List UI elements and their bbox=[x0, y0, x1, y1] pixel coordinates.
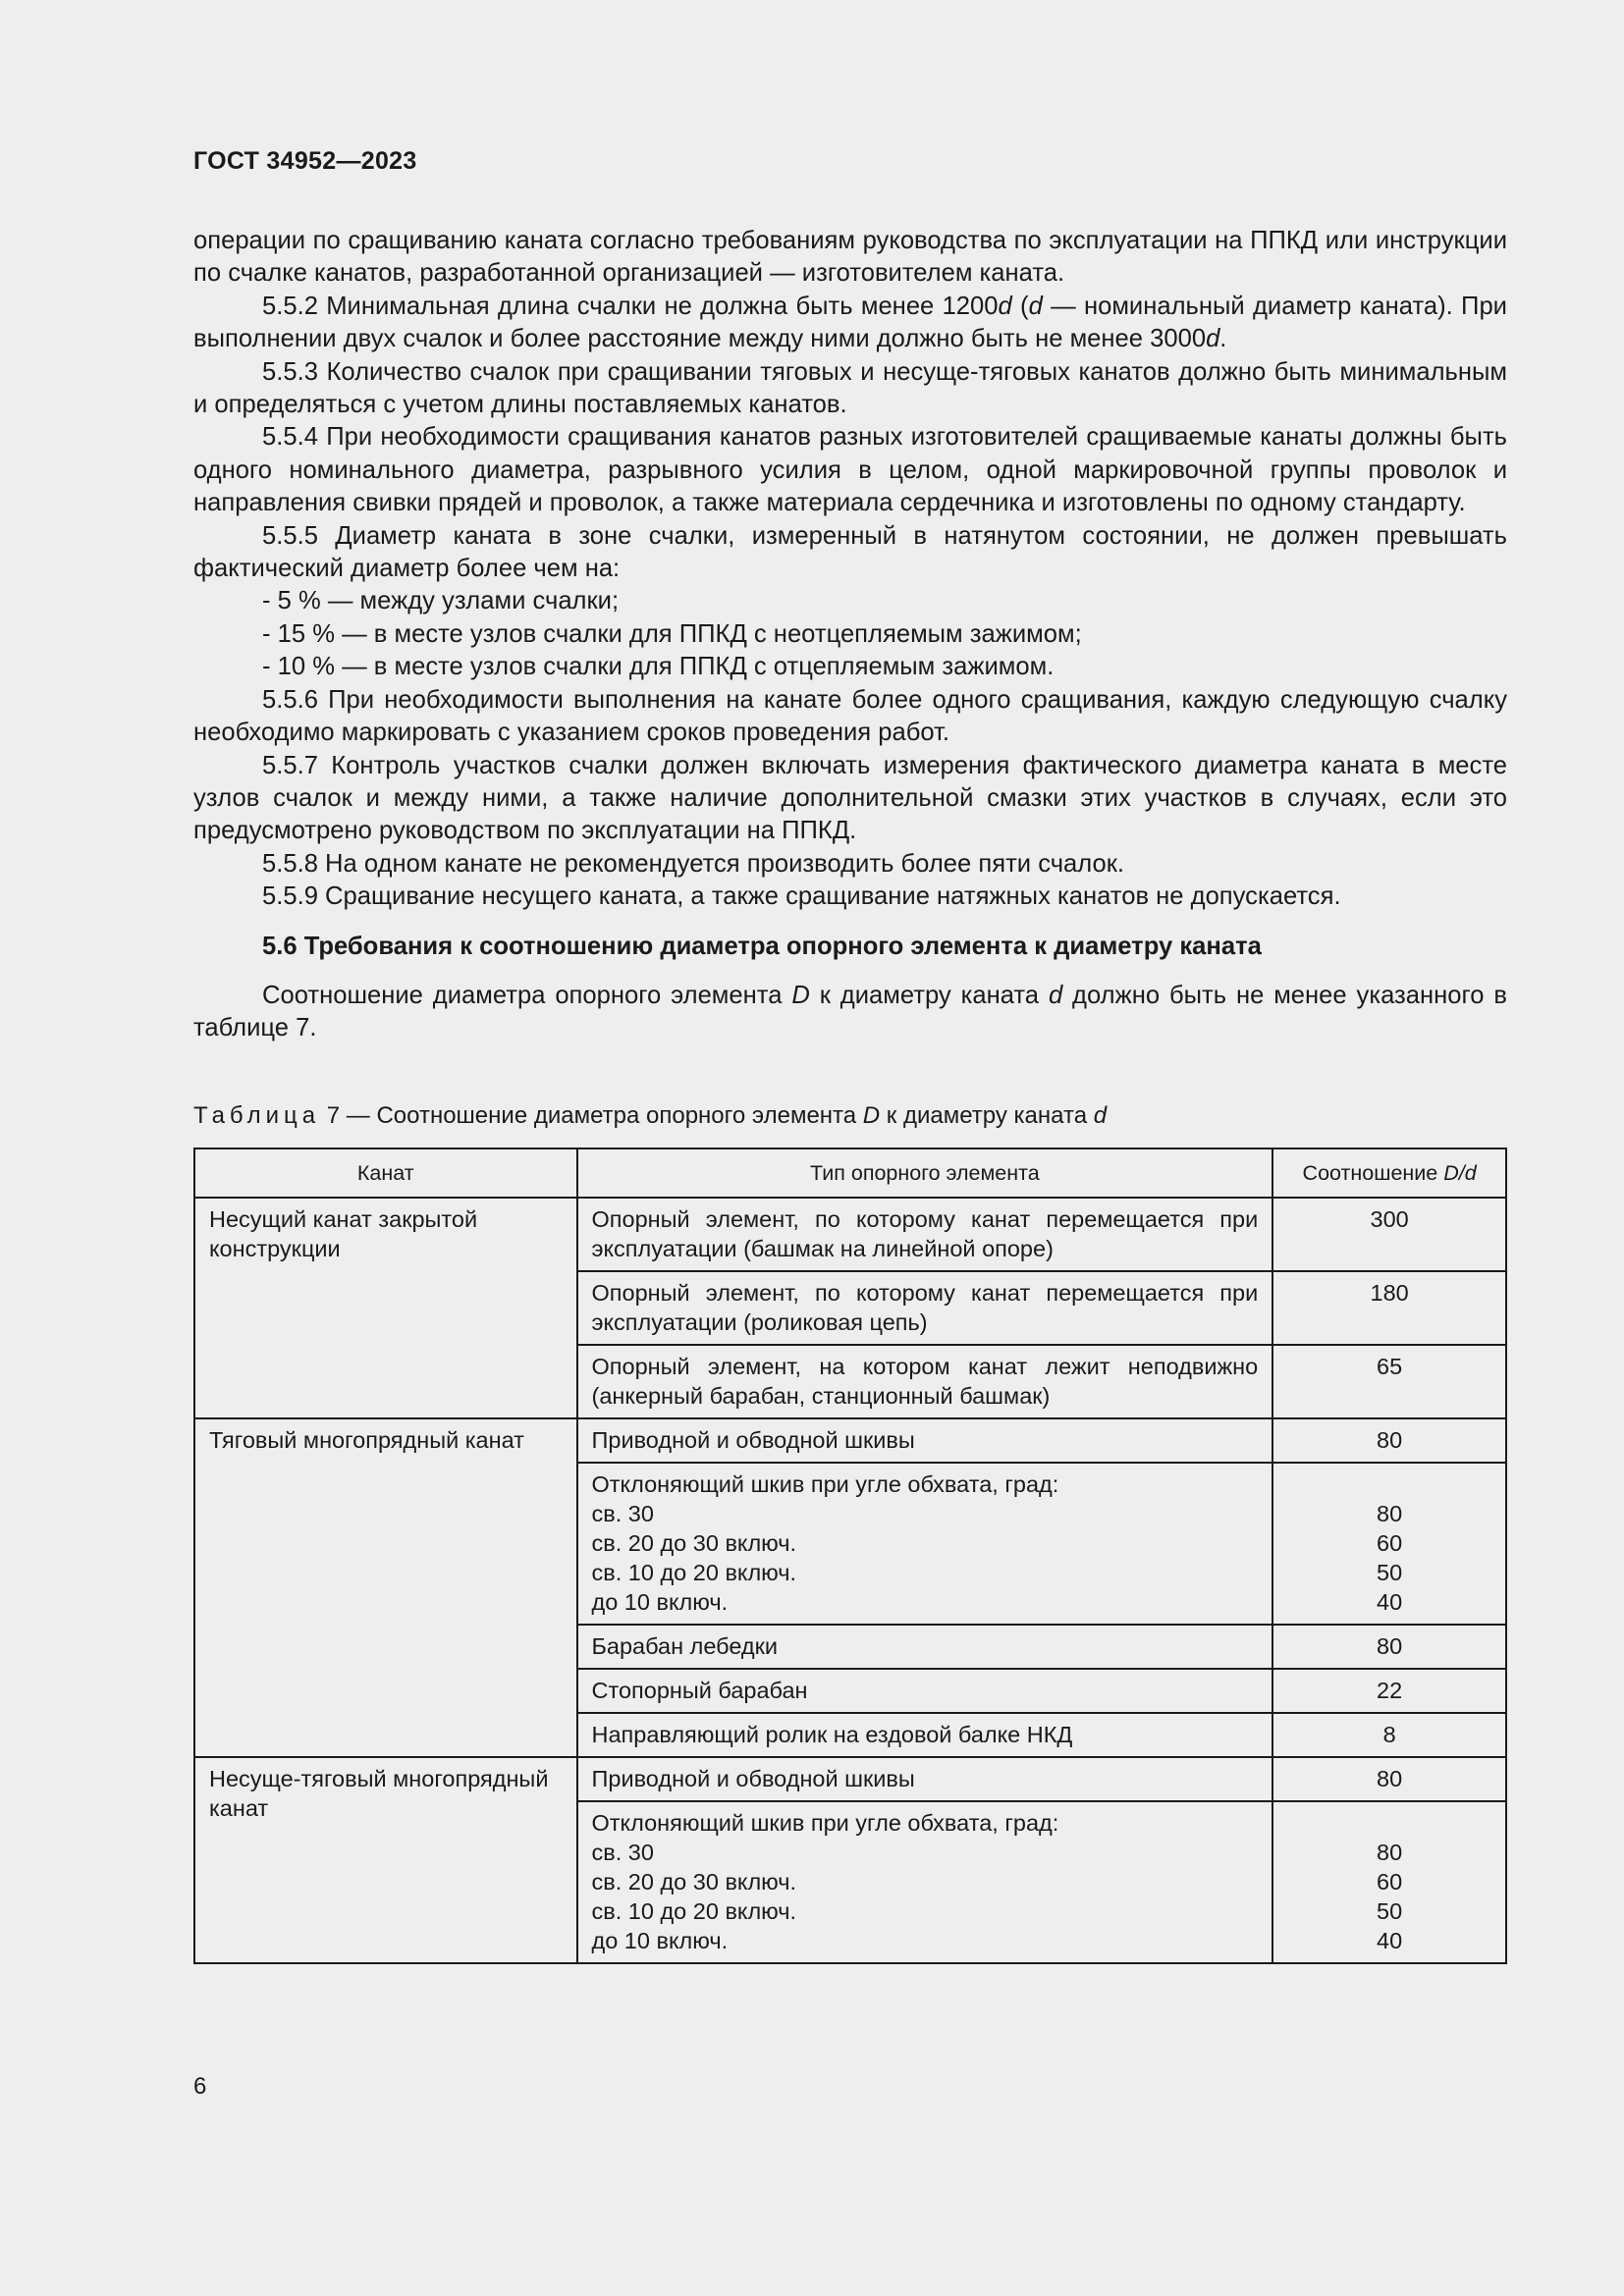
doc-header: ГОСТ 34952—2023 bbox=[193, 147, 417, 175]
type-cell: Опорный элемент, по которому канат перемещается при эксплуатации (роликовая цепь) bbox=[577, 1271, 1273, 1345]
list-item: - 10 % — в месте узлов счалки для ППКД с отцепляемым зажимом. bbox=[262, 653, 1055, 681]
type-cell: Направляющий ролик на ездовой балке НКД bbox=[577, 1713, 1273, 1757]
ratio-cell: 80 bbox=[1272, 1625, 1506, 1669]
column-header-ratio: Соотношение D/d bbox=[1272, 1148, 1506, 1198]
table-row bbox=[194, 1757, 1506, 1801]
body-text bbox=[193, 225, 1507, 1045]
paragraph-5-5-7: 5.5.7 Контроль участков счалки должен включать измерения фактического диаметра каната в месте узлов счалок и между ними, а также наличие дополнительной смазки этих участков в случаях, если это предусмотрено руководством по эксплуатации на ППКД. bbox=[193, 751, 1507, 845]
ratio-cell: 80 60 50 40 bbox=[1272, 1801, 1506, 1963]
type-cell: Опорный элемент, на котором канат лежит неподвижно (анкерный барабан, станционный башмак) bbox=[577, 1345, 1273, 1418]
list-item: - 15 % — в месте узлов счалки для ППКД с неотцепляемым зажимом; bbox=[262, 619, 1082, 648]
column-header-rope: Канат bbox=[194, 1148, 577, 1198]
paragraph-5-5-4: 5.5.4 При необходимости сращивания канатов разных изготовителей сращиваемые канаты должны быть одного номинального диаметра, разрывного усилия в целом, одной маркировочной группы проволок и направления свивки прядей и проволок, а также материала сердечника и изготовлены по одному стандарту. bbox=[193, 423, 1507, 517]
ratio-cell: 300 bbox=[1272, 1198, 1506, 1271]
table-7 bbox=[193, 1148, 1507, 1964]
table-row bbox=[194, 1418, 1506, 1463]
ratio-cell: 65 bbox=[1272, 1345, 1506, 1418]
rope-cell: Несуще-тяговый многопрядный канат bbox=[194, 1757, 577, 1963]
ratio-cell: 180 bbox=[1272, 1271, 1506, 1345]
paragraph-5-5-5: 5.5.5 Диаметр каната в зоне счалки, измеренный в натянутом состоянии, не должен превышать фактический диаметр более чем на: bbox=[193, 521, 1507, 583]
paragraph-5-5-8: 5.5.8 На одном канате не рекомендуется производить более пяти счалок. bbox=[262, 849, 1125, 878]
paragraph-5-5-2: 5.5.2 Минимальная длина счалки не должна быть менее 1200d (d — номинальный диаметр каната). При выполнении двух счалок и более расстояние между ними должно быть не менее 3000d. bbox=[193, 292, 1507, 353]
type-cell: Опорный элемент, по которому канат перемещается при эксплуатации (башмак на линейной опоре) bbox=[577, 1198, 1273, 1271]
type-cell: Стопорный барабан bbox=[577, 1669, 1273, 1713]
paragraph-5-5-9: 5.5.9 Сращивание несущего каната, а также сращивание натяжных канатов не допускается. bbox=[262, 882, 1341, 911]
table-row bbox=[194, 1198, 1506, 1271]
paragraph-5-5-3: 5.5.3 Количество счалок при сращивании тяговых и несуще-тяговых канатов должно быть минимальным и определяться с учетом длины поставляемых канатов. bbox=[193, 357, 1507, 419]
ratio-cell: 80 60 50 40 bbox=[1272, 1463, 1506, 1625]
type-cell: Отклоняющий шкив при угле обхвата, град: св. 30 св. 20 до 30 включ. св. 10 до 20 включ. до 10 включ. bbox=[577, 1463, 1273, 1625]
rope-cell: Тяговый многопрядный канат bbox=[194, 1418, 577, 1757]
rope-cell: Несущий канат закрытой конструкции bbox=[194, 1198, 577, 1418]
type-cell: Отклоняющий шкив при угле обхвата, град: св. 30 св. 20 до 30 включ. св. 10 до 20 включ. до 10 включ. bbox=[577, 1801, 1273, 1963]
type-cell: Приводной и обводной шкивы bbox=[577, 1757, 1273, 1801]
page-number: 6 bbox=[193, 2073, 207, 2100]
paragraph-5-6: Соотношение диаметра опорного элемента D к диаметру каната d должно быть не менее указанного в таблице 7. bbox=[193, 981, 1507, 1042]
column-header-type: Тип опорного элемента bbox=[577, 1148, 1273, 1198]
ratio-cell: 22 bbox=[1272, 1669, 1506, 1713]
type-cell: Барабан лебедки bbox=[577, 1625, 1273, 1669]
paragraph-5-5-6: 5.5.6 При необходимости выполнения на канате более одного сращивания, каждую следующую счалку необходимо маркировать с указанием сроков проведения работ. bbox=[193, 685, 1507, 747]
ratio-cell: 80 bbox=[1272, 1757, 1506, 1801]
list-item: - 5 % — между узлами счалки; bbox=[262, 587, 620, 615]
ratio-cell: 8 bbox=[1272, 1713, 1506, 1757]
section-heading-5-6: 5.6 Требования к соотношению диаметра опорного элемента к диаметру каната bbox=[262, 932, 1262, 960]
table-header-row bbox=[194, 1148, 1506, 1198]
ratio-cell: 80 bbox=[1272, 1418, 1506, 1463]
type-cell: Приводной и обводной шкивы bbox=[577, 1418, 1273, 1463]
table-caption: Таблица 7 — Соотношение диаметра опорного элемента D к диаметру каната d bbox=[193, 1102, 1108, 1129]
paragraph-continuation: операции по сращиванию каната согласно требованиям руководства по эксплуатации на ППКД или инструкции по счалке канатов, разработанной организацией — изготовителем каната. bbox=[193, 227, 1507, 288]
